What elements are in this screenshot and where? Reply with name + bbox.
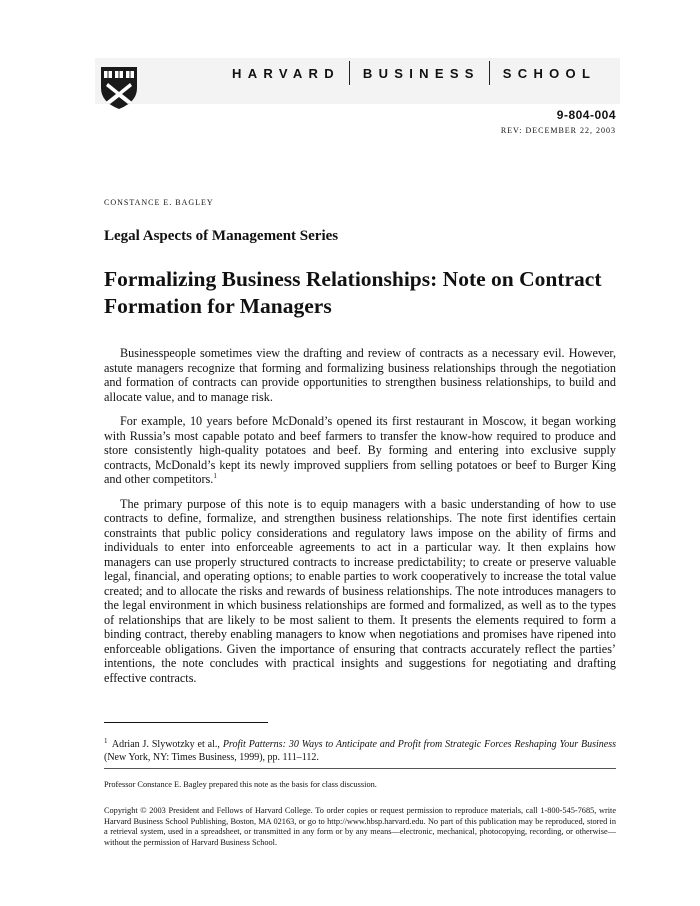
school-word-school: SCHOOL — [502, 65, 597, 81]
document-title: Formalizing Business Relationships: Note on Contract Formation for Managers — [104, 267, 602, 318]
page-divider — [104, 768, 616, 769]
footnote-divider — [104, 722, 268, 723]
paragraph-text: For example, 10 years before McDonald’s opened its first restaurant in Moscow, it began working with Russia’s most capable potato and beef farmers to transfer the know-how required to produce and store consistently high-quality potatoes and beef. By forming and entering into exclusive supply contracts, McDonald’s kept its newly improved suppliers from selling potatoes or beef to Burger King and other competitors. — [104, 414, 616, 486]
body-text — [104, 346, 616, 695]
case-number: 9-804-004 — [556, 108, 616, 122]
hbs-shield-logo — [100, 66, 138, 110]
footnote-reference: 1 — [213, 471, 217, 480]
footnote-text-before: Adrian J. Slywotzky et al., — [111, 739, 223, 750]
footnote-marker: 1 — [104, 736, 108, 745]
revision-date: REV: DECEMBER 22, 2003 — [500, 126, 616, 135]
school-name — [232, 62, 596, 84]
footnote-book-title: Profit Patterns: 30 Ways to Anticipate and Profit from Strategic Forces Reshaping Your Business — [222, 739, 617, 750]
author-name: CONSTANCE E. BAGLEY — [104, 198, 214, 207]
footnote — [104, 738, 616, 764]
paragraph-text: Businesspeople sometimes view the drafting and review of contracts as a necessary evil. However, astute managers recognize that forming and formalizing business relationships through the negotiation and formation of contracts can provide opportunities to strengthen business relationships, to build and allocate value, and to manage risk. — [104, 346, 616, 404]
school-word-business: BUSINESS — [362, 65, 480, 81]
paragraph-text: The primary purpose of this note is to equip managers with a basic understanding of how to use contracts to define, formalize, and strengthen business relationships. The note first identifies certain constraints that public policy considerations and regulatory laws impose on the ability of firms and individuals to enter into enforceable agreements to act in a particular way. It then explains how managers can use properly structured contracts to increase predictability; to create or preserve valuable legal, financial, and operating options; to enable parties to work cooperatively to increase the total value created; and to allocate the risks and rewards of business relationships. The note introduces managers to the legal environment in which business relationships are formed and formalized, as well as to the types of relationships that are likely to be most salient to them. It presents the elements required to form a binding contract, thereby enabling managers to know when negotiations and promises have ripened into enforceable obligations. Given the importance of ensuring that contracts accurately reflect the parties’ intentions, the note concludes with practical insights and suggestions for negotiating and drafting effective contracts. — [104, 496, 616, 685]
paragraph — [104, 497, 616, 686]
copyright-notice: Copyright © 2003 President and Fellows of Harvard College. To order copies or request permission to reproduce materials, call 1-800-545-7685, write Harvard Business School Publishing, Boston, MA 02163, or go to http://www.hbsp.harvard.edu. No part of this publication may be reproduced, stored in a retrieval system, used in a spreadsheet, or transmitted in any form or by any means—electronic, mechanical, photocopying, recording, or otherwise—without the permission of Harvard Business School. — [104, 806, 616, 847]
series-title: Legal Aspects of Management Series — [104, 228, 339, 244]
school-separator — [349, 61, 350, 85]
paragraph — [104, 346, 616, 404]
school-word-harvard: HARVARD — [232, 65, 340, 81]
paragraph — [104, 414, 616, 487]
school-separator — [489, 61, 490, 85]
prepared-note: Professor Constance E. Bagley prepared this note as the basis for class discussion. — [104, 780, 377, 789]
footnote-text-after: (New York, NY: Times Business, 1999), pp. 111–112. — [104, 752, 319, 763]
